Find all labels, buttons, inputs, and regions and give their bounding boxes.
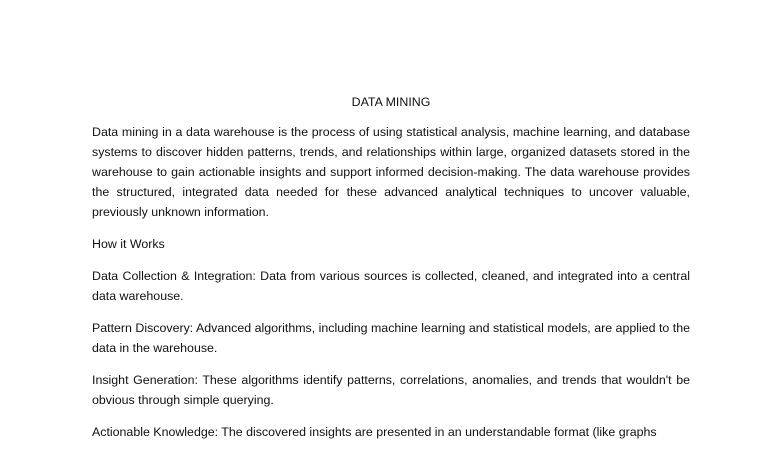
section-heading: How it Works <box>92 237 165 251</box>
list-item-pattern-discovery: Pattern Discovery: Advanced algorithms, including machine learning and statistical models, are applied to the data in the warehouse. <box>92 321 690 355</box>
list-item-insight-generation: Insight Generation: These algorithms identify patterns, correlations, anomalies, and trends that wouldn't be obvious through simple querying. <box>92 373 690 407</box>
document-title: DATA MINING <box>351 95 431 109</box>
document-body <box>92 94 690 454</box>
list-item-data-collection: Data Collection & Integration: Data from various sources is collected, cleaned, and integrated into a central data warehouse. <box>92 269 690 303</box>
list-item-actionable-knowledge: Actionable Knowledge: The discovered insights are presented in an understandable format (like graphs <box>92 425 657 439</box>
intro-paragraph: Data mining in a data warehouse is the process of using statistical analysis, machine learning, and database systems to discover hidden patterns, trends, and relationships within large, organized datasets stored in the warehouse to gain actionable insights and support informed decision-making. The data warehouse provides the structured, integrated data needed for these advanced analytical techniques to uncover valuable, previously unknown information. <box>92 125 690 219</box>
